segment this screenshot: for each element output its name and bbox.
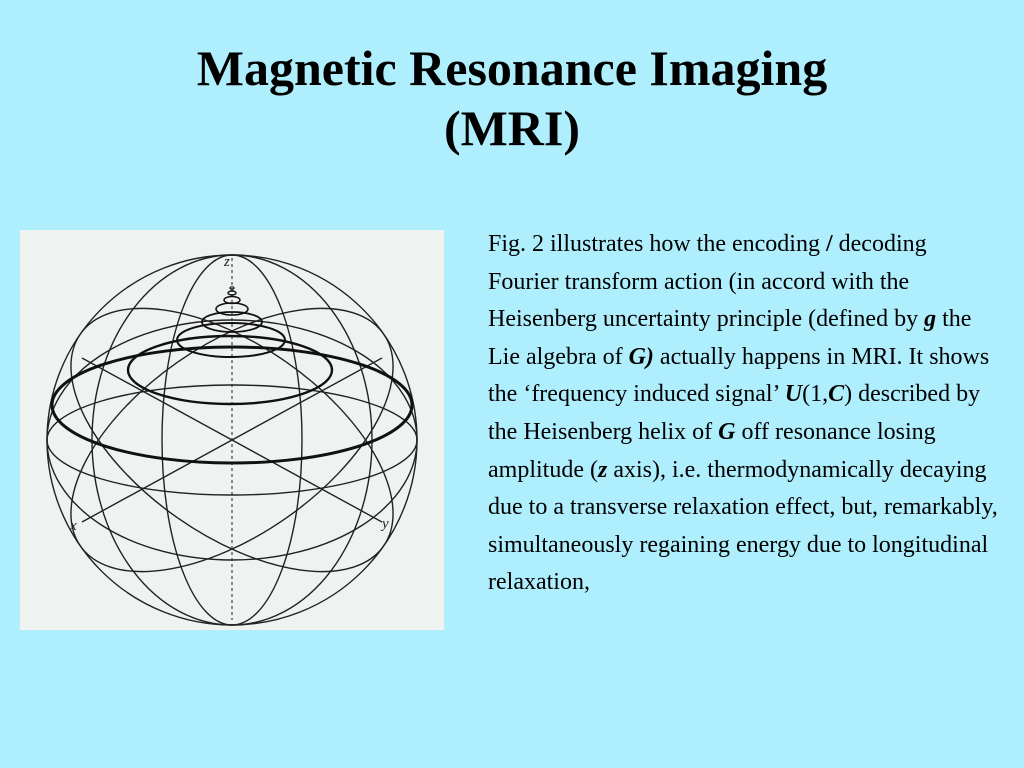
slash-symbol: / [825, 231, 833, 257]
y-axis-label: y [382, 516, 389, 532]
slide-title-line-2: (MRI) [443, 100, 581, 156]
slide-title [0, 38, 1024, 158]
G-group-symbol: G) [628, 343, 654, 370]
body-text-part: decoding Fourier transform action (in accord with the Heisenberg uncertainty principle (defined by [488, 231, 927, 333]
C-symbol: C [828, 381, 845, 408]
body-text-part: Fig. 2 illustrates how the encoding [488, 231, 826, 257]
G-symbol: G [718, 418, 736, 445]
body-text-part: actually happens in MRI. It shows the ‘frequency induced signal’ [488, 343, 990, 408]
body-text-part: the Lie algebra of [488, 306, 972, 370]
body-text-part: axis), i.e. thermodynamically decaying due to a transverse relaxation effect, but, remarkably, simultaneously regaining energy due to longitudinal relaxation, [488, 456, 998, 596]
U-symbol: U [784, 381, 803, 408]
z-axis-label: z [224, 254, 230, 270]
g-symbol: g [924, 306, 937, 333]
heisenberg-helix-sphere-figure-icon [20, 230, 444, 630]
body-text-part: (1, [802, 381, 829, 408]
body-text-part: off resonance losing amplitude ( [488, 418, 936, 483]
body-text-part: ) described by the Heisenberg helix of [488, 381, 981, 445]
helix-figure [20, 230, 444, 630]
x-axis-label: x [70, 518, 77, 534]
body-paragraph [488, 226, 998, 602]
z-symbol: z [597, 456, 608, 483]
slide-title-line-1: Magnetic Resonance Imaging [196, 40, 828, 96]
